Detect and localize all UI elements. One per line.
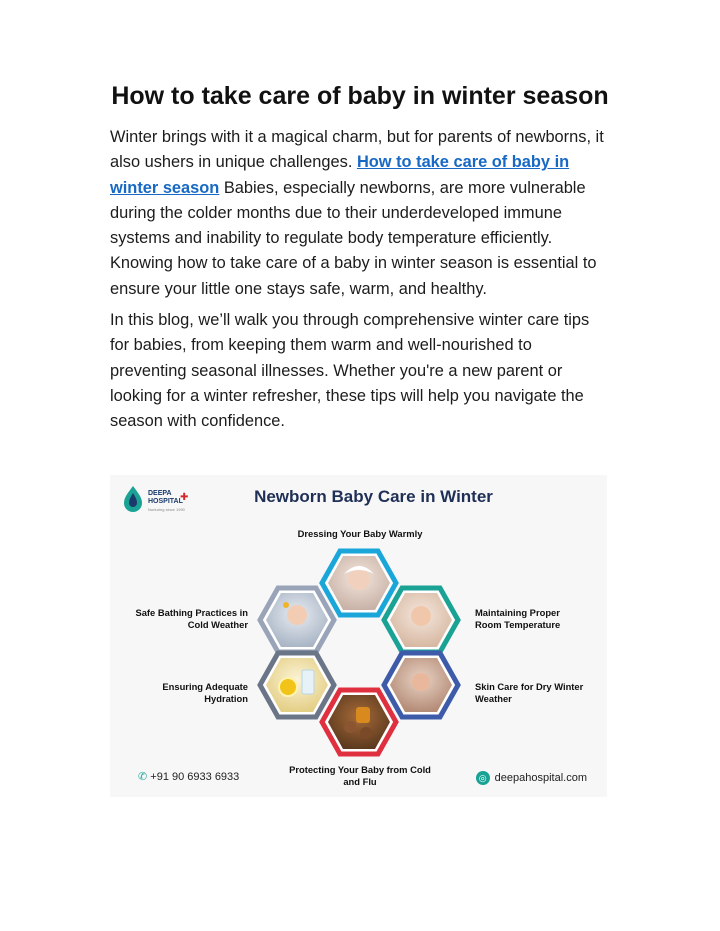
logo-name: DEEPA HOSPITAL <box>148 490 183 505</box>
topic-cold-and-flu: Protecting Your Baby from Cold and Flu <box>289 764 431 787</box>
globe-icon: ◎ <box>476 771 490 785</box>
article-link[interactable]: How to take care of baby in winter season <box>110 153 570 197</box>
intro-text-end: Babies, especially newborns, are more vulnerable during the colder months due to their underdeveloped immune systems and inability to regulate body temperature efficiently. Knowing how to take care of a baby in winter season is essential to ensure your little one stays safe, warm, and healthy. <box>110 178 597 298</box>
hexagon-ring <box>110 475 607 797</box>
topic-safe-bathing: Safe Bathing Practices in Cold Weather <box>135 607 248 630</box>
hexagon-hydration <box>260 653 334 717</box>
topic-hydration: Ensuring Adequate Hydration <box>162 681 248 704</box>
logo-tagline: Nurturing since 1990 <box>148 507 185 512</box>
hexagon-skin-care <box>384 653 458 717</box>
phone-number: +91 90 6933 6933 <box>150 771 240 783</box>
hexagon-bathing <box>260 588 334 652</box>
hexagon-room-temperature <box>384 588 458 652</box>
hexagon-dressing <box>322 551 396 615</box>
website-contact[interactable] <box>476 771 587 785</box>
hexagon-cold-flu <box>322 690 396 754</box>
website-url: deepahospital.com <box>494 772 587 784</box>
topic-dressing-warmly: Dressing Your Baby Warmly <box>297 528 423 539</box>
topic-room-temperature: Maintaining Proper Room Temperature <box>475 607 561 630</box>
phone-contact[interactable] <box>138 770 239 783</box>
intro-paragraph <box>110 125 610 302</box>
intro-text-start: Winter brings with it a magical charm, but for parents of newborns, it also ushers in unique challenges. <box>110 128 604 172</box>
winter-care-infographic <box>110 475 607 797</box>
topic-skin-care: Skin Care for Dry Winter Weather <box>475 681 584 704</box>
phone-icon: ✆ <box>138 771 148 783</box>
infographic-title: Newborn Baby Care in Winter <box>254 487 493 506</box>
overview-paragraph: In this blog, we’ll walk you through comprehensive winter care tips for babies, from keeping them warm and well-nourished to preventing seasonal illnesses. Whether you're a new parent or looking for a winter refresher, these tips will help you navigate the season with confidence. <box>110 311 590 431</box>
document-title: How to take care of baby in winter season <box>111 82 609 110</box>
cross-icon: ✚ <box>180 492 189 503</box>
